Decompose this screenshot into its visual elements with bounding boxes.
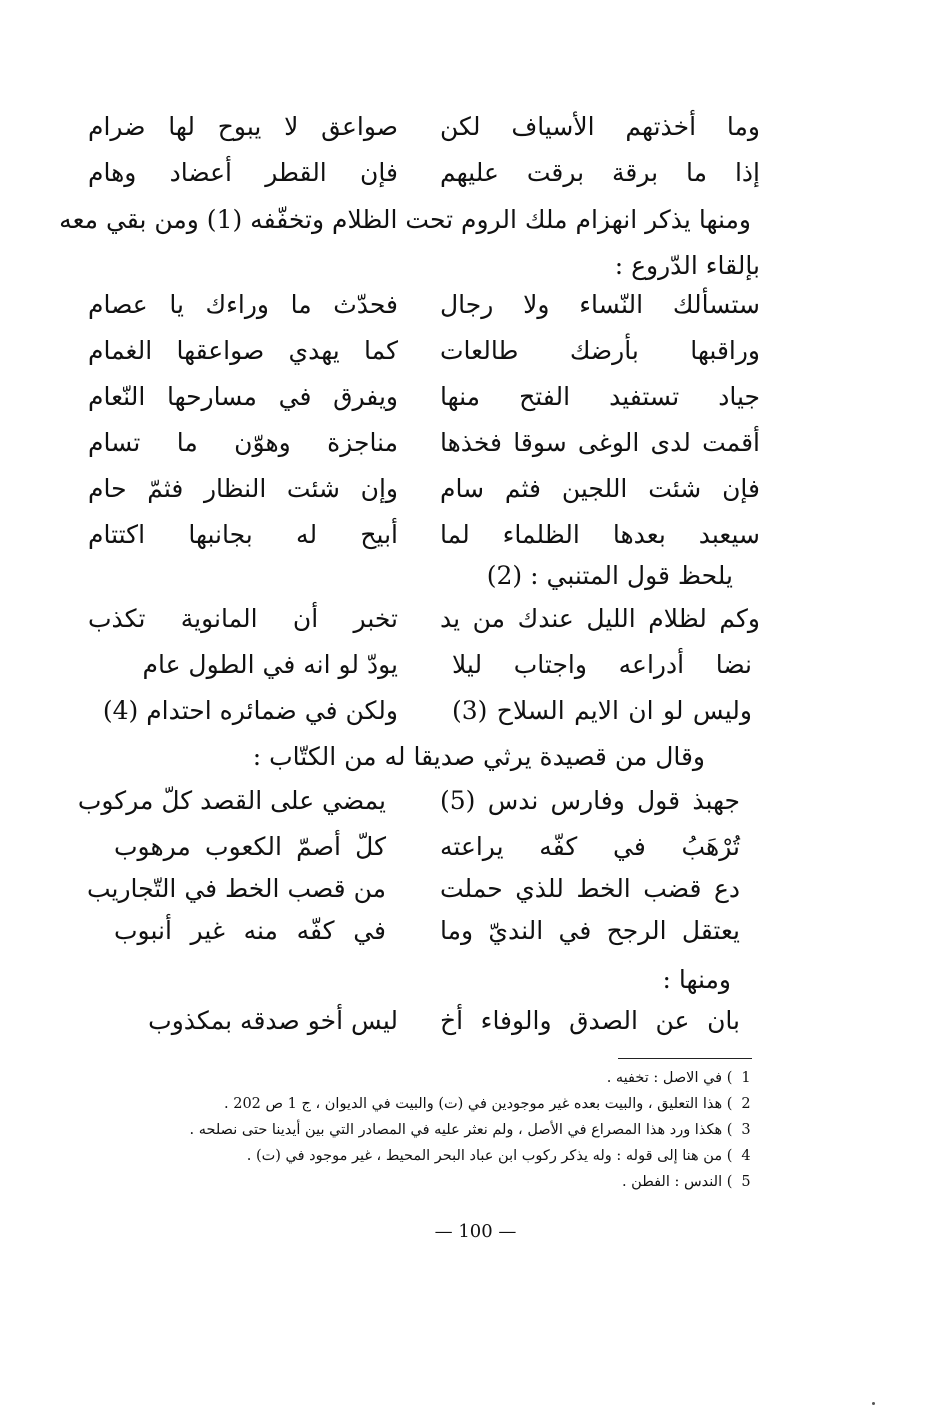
footnote-text: هكذا ورد هذا المصراع في الأصل ، ولم نعثر عليه في المصادر التي بين أيدينا حتى نصلحه .: [189, 1122, 723, 1138]
verse-line: [88, 688, 760, 734]
verse-line: [88, 866, 760, 912]
verse-second-hemistich: يودّ لو انه في الطول عام: [142, 650, 398, 679]
verse-line: [88, 420, 760, 466]
verse-line: [88, 328, 760, 374]
verse-second-hemistich: أبيح له بجانبها اكتتام: [88, 520, 398, 549]
page-number: — 100 —: [434, 1221, 517, 1242]
prose-line: بإلقاء الدّروع :: [614, 251, 760, 280]
verse-line: [77, 778, 760, 824]
verse-first-hemistich: وما أخذتهم الأسياف لكن: [440, 112, 760, 141]
prose-line: ومنها :: [662, 965, 731, 994]
verse-first-hemistich: أقمت لدى الوغى سوقا فخذها: [440, 428, 760, 457]
verse-second-hemistich: يمضي على القصد كلّ مركوب: [77, 786, 386, 815]
verse-second-hemistich: في كفّه منه غير أنبوب: [114, 916, 386, 945]
verse-second-hemistich: ويفرق في مسارحها النّعام: [88, 382, 398, 411]
prose-line: ومنها يذكر انهزام ملك الروم تحت الظلام وتخفّفه (1) ومن بقي معه: [59, 205, 751, 234]
verse-second-hemistich: فحدّث ما وراءك يا عصام: [88, 290, 398, 319]
verse-line: [88, 908, 760, 954]
verse-first-hemistich: جهبذ قول وفارس ندس (5): [440, 786, 740, 815]
verse-first-hemistich: إذا ما برقة برقت عليهم: [440, 158, 760, 187]
verse-first-hemistich: فإن شئت اللجين فثم سام: [440, 474, 760, 503]
verse-first-hemistich: وراقبها بأرضك طالعات: [440, 336, 760, 365]
footnote: 2 ) هذا التعليق ، والبيت بعده غير موجودين في (ت) والبيت في الديوان ، ج 1 ص 202 .: [224, 1092, 755, 1116]
footnote-number: 4: [741, 1148, 751, 1164]
footnote: 4 ) من هنا إلى قوله : وله يذكر ركوب ابن عباد البحر المحيط ، غير موجود في (ت) .: [247, 1144, 755, 1168]
prose-line: يلحظ قول المتنبي : (2): [486, 561, 733, 590]
verse-first-hemistich: تُرْهَبُ في كفّه يراعته: [440, 832, 740, 861]
footnote: 5 ) الندس : الفطن .: [622, 1170, 755, 1194]
verse-second-hemistich: كما يهدي صواعقها الغمام: [88, 336, 398, 365]
footnote-number: 1: [741, 1070, 751, 1086]
verse-line: [88, 642, 760, 688]
verse-line: [88, 998, 760, 1044]
footnote-text: في الاصل : تخفيه .: [606, 1070, 723, 1086]
verse-first-hemistich: دع قضب الخط للذي حملت: [440, 874, 740, 903]
verse-first-hemistich: نضا أدراعه واجتاب ليلا: [452, 650, 752, 679]
verse-second-hemistich: وإن شئت النظار فثمّ حام: [88, 474, 398, 503]
verse-first-hemistich: ستسألك النّساء ولا رجال: [440, 290, 760, 319]
footnote-text: من هنا إلى قوله : وله يذكر ركوب ابن عباد البحر المحيط ، غير موجود في (ت) .: [246, 1148, 723, 1164]
verse-second-hemistich: ليس أخو صدقه بمكذوب: [148, 1006, 398, 1035]
verse-second-hemistich: كلّ أصمّ الكعوب مرهوب: [114, 832, 386, 861]
verse-line: [88, 104, 760, 150]
verse-first-hemistich: جياد تستفيد الفتح منها: [440, 382, 760, 411]
footnote-number: 2: [741, 1096, 751, 1112]
footnote: 1 ) في الاصل : تخفيه .: [607, 1066, 755, 1090]
verse-second-hemistich: فإن القطر أعضاد وهام: [88, 158, 398, 187]
verse-first-hemistich: يعتقل الرجح في النديّ وما: [440, 916, 740, 945]
verse-line: [88, 466, 760, 512]
verse-second-hemistich: تخبر أن المانوية تكذب: [88, 604, 398, 633]
verse-line: [88, 512, 760, 558]
verse-second-hemistich: مناجزة وهوّن ما تسام: [88, 428, 398, 457]
verse-line: [88, 374, 760, 420]
footnote-number: 5: [741, 1174, 751, 1190]
verse-line: [88, 282, 760, 328]
verse-first-hemistich: بان عن الصدق والوفاء أخ: [440, 1006, 740, 1035]
footnote-text: هذا التعليق ، والبيت بعده غير موجودين في (ت) والبيت في الديوان ، ج 1 ص 202 .: [224, 1096, 723, 1112]
footnote-text: الندس : الفطن .: [621, 1174, 723, 1190]
verse-line: [88, 596, 760, 642]
footnote: 3 ) هكذا ورد هذا المصراع في الأصل ، ولم نعثر عليه في المصادر التي بين أيدينا حتى نصلحه .: [190, 1118, 755, 1142]
verse-first-hemistich: وليس لو ان الايم السلاح (3): [452, 696, 752, 725]
verse-second-hemistich: صواعق لا يبوح لها ضرام: [88, 112, 398, 141]
footnote-separator: [618, 1058, 752, 1059]
verse-first-hemistich: وكم لظلام الليل عندك من يد: [440, 604, 760, 633]
scan-speck: [872, 1402, 875, 1405]
verse-first-hemistich: سيعبد بعدها الظلماء لما: [440, 520, 760, 549]
verse-second-hemistich: من قصب الخط في التّجاريب: [86, 874, 386, 903]
verse-second-hemistich: ولكن في ضمائره احتدام (4): [102, 696, 398, 725]
verse-line: [88, 150, 760, 196]
footnote-number: 3: [741, 1122, 751, 1138]
prose-line: وقال من قصيدة يرثي صديقا له من الكتّاب :: [252, 742, 705, 771]
verse-line: [88, 824, 760, 870]
